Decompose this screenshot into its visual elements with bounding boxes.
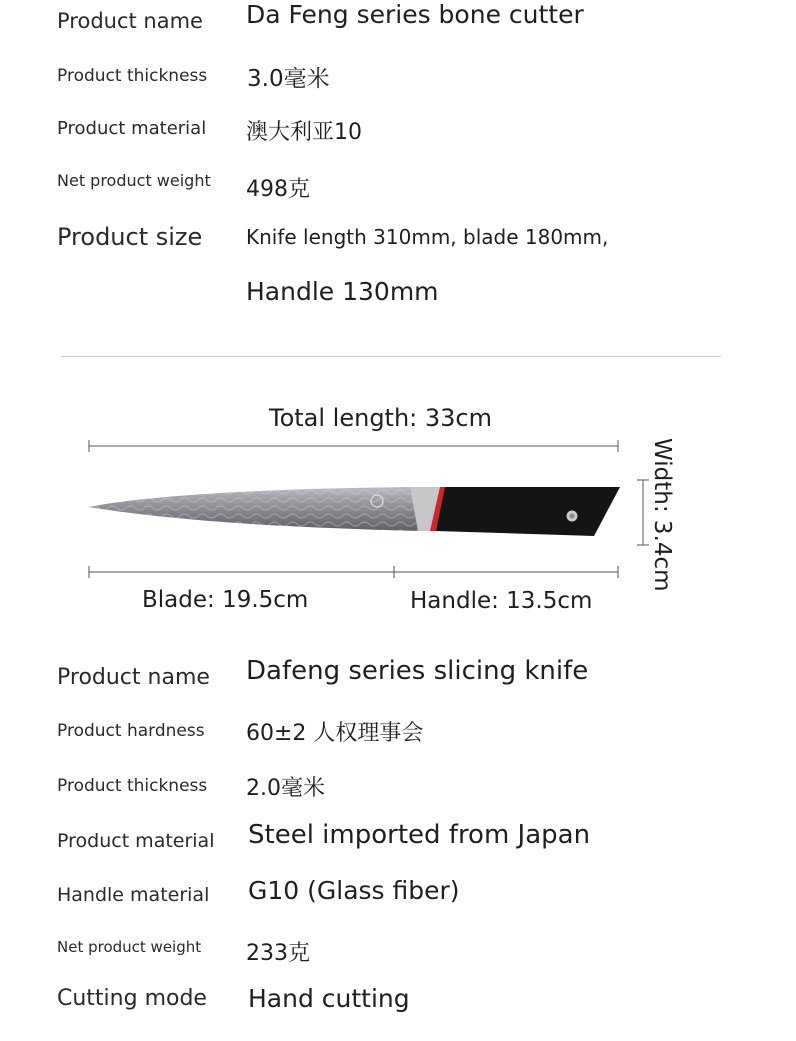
spec1-material-label: Product material <box>57 118 207 139</box>
spec1-weight-value: 498克 <box>246 177 310 202</box>
spec2-weight-label: Net product weight <box>57 938 202 956</box>
spec1-size-value-line2: Handle 130mm <box>246 277 439 306</box>
width-dimension <box>637 480 649 545</box>
spec1-name-label: Product name <box>57 9 203 33</box>
spec2-handle-label: Handle material <box>57 884 210 906</box>
spec1-material-value: 澳大利亚10 <box>246 120 362 145</box>
spec1-size-value-line1: Knife length 310mm, blade 180mm, <box>246 225 609 249</box>
spec2-name-label: Product name <box>57 665 210 690</box>
spec2-cutting-label: Cutting mode <box>57 986 207 1011</box>
spec2-weight-value: 233克 <box>246 941 310 966</box>
spec1-name-value: Da Feng series bone cutter <box>246 0 584 29</box>
handle-length-label: Handle: 13.5cm <box>410 588 593 614</box>
width-label: Width: 3.4cm <box>649 438 675 592</box>
blade-length-label: Blade: 19.5cm <box>142 587 309 613</box>
total-length-label: Total length: 33cm <box>269 404 493 432</box>
knife-blade <box>89 487 420 531</box>
spec1-weight-label: Net product weight <box>57 171 211 190</box>
spec1-size-label: Product size <box>57 223 203 251</box>
spec2-material-label: Product material <box>57 830 215 852</box>
total-length-dimension <box>89 440 618 452</box>
spec2-material-value: Steel imported from Japan <box>248 820 591 850</box>
knife-handle <box>436 487 620 536</box>
blade-handle-dimension <box>89 566 618 578</box>
spec2-cutting-value: Hand cutting <box>248 984 410 1013</box>
spec2-hardness-value: 60±2 人权理事会 <box>246 721 424 746</box>
spec2-hardness-label: Product hardness <box>57 721 205 741</box>
spec2-thickness-label: Product thickness <box>57 776 208 796</box>
spec2-thickness-value: 2.0毫米 <box>246 776 325 801</box>
spec2-name-value: Dafeng series slicing knife <box>246 656 589 686</box>
spec1-thickness-label: Product thickness <box>57 66 208 86</box>
spec1-thickness-value: 3.0毫米 <box>247 66 330 92</box>
spec2-handle-value: G10 (Glass fiber) <box>248 876 460 905</box>
